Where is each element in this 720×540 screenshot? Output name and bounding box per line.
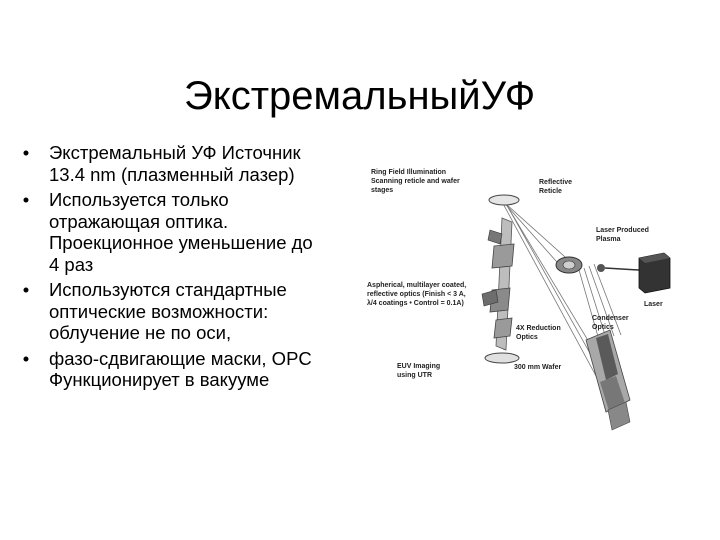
label-wafer: 300 mm Wafer <box>514 364 562 371</box>
plasma-source-icon <box>556 257 639 273</box>
bullet-line: облучение не по оси, <box>49 322 232 343</box>
bullet-line: 13.4 nm (плазменный лазер) <box>49 163 295 185</box>
slide-title: ЭкстремальныйУФ <box>184 74 536 118</box>
bullet-line: Используется только <box>49 189 229 210</box>
label-reduction-optics: Optics <box>516 334 538 341</box>
label-reflective-reticle: Reticle <box>539 188 562 195</box>
bullet-item <box>20 189 355 275</box>
bullet-item <box>20 279 355 344</box>
label-ring-field: stages <box>371 187 394 194</box>
wafer-disk-icon <box>485 353 519 363</box>
label-laser-plasma: Plasma <box>596 236 621 243</box>
label-euv-imaging: EUV Imaging <box>397 363 441 370</box>
laser-box-icon <box>639 253 670 293</box>
condenser-optics-icon <box>586 330 630 430</box>
bullet-dot-icon: • <box>22 189 30 210</box>
label-aspherical-optics: reflective optics (Finish < 3 A, <box>367 291 466 298</box>
label-reduction-optics: 4X Reduction <box>516 325 561 332</box>
bullet-line: оптические возможности: <box>49 300 269 322</box>
bullet-dot-icon: • <box>22 279 30 300</box>
label-condenser-optics: Condenser <box>592 315 629 322</box>
label-condenser-optics: Optics <box>592 324 614 331</box>
label-reflective-reticle: Reflective <box>539 179 573 186</box>
bullet-dot-icon: • <box>22 142 30 163</box>
label-ring-field: Ring Field Illumination <box>371 169 447 176</box>
bullet-line: отражающая оптика. <box>49 210 229 232</box>
label-ring-field: Scanning reticle and wafer <box>371 178 460 185</box>
bullet-line: Проекционное уменьшение до <box>49 232 313 253</box>
bullet-item <box>20 142 355 185</box>
label-laser-plasma: Laser Produced <box>596 227 649 234</box>
label-laser: Laser <box>644 301 663 308</box>
bullet-line: Используются стандартные <box>49 279 287 300</box>
bullet-line: фазо-сдвигающие маски, OPC <box>49 347 312 369</box>
euv-system-diagram <box>364 160 684 440</box>
bullet-line: Функционирует в вакууме <box>49 369 270 390</box>
bullet-line: Экстремальный УФ Источник <box>49 142 301 163</box>
bullet-list <box>20 142 355 395</box>
label-aspherical-optics: Aspherical, multilayer coated, <box>367 282 467 289</box>
bullet-dot-icon: • <box>22 347 30 369</box>
label-aspherical-optics: λ/4 coatings • Control = 0.1A) <box>367 300 464 307</box>
label-euv-imaging: using UTR <box>397 372 432 379</box>
bullet-item <box>20 348 355 391</box>
bullet-line: 4 раз <box>49 253 94 275</box>
reticle-disk-icon <box>489 195 519 205</box>
reduction-optics-column <box>482 218 514 350</box>
